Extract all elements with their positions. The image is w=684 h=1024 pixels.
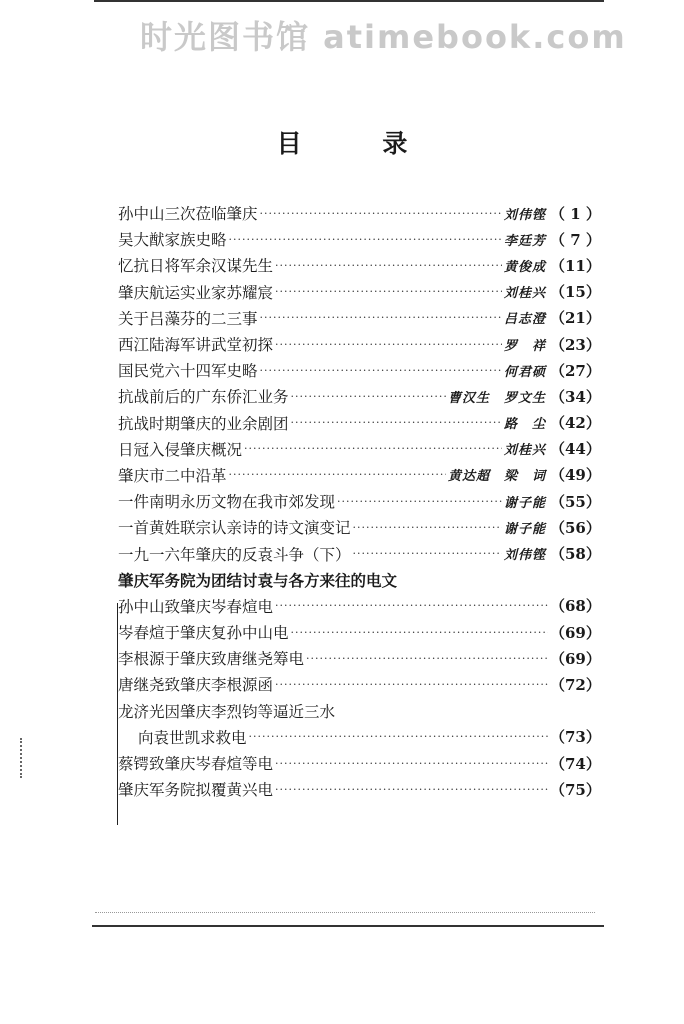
toc-entry-page: （56） [550,518,601,537]
toc-entry-title: 关于吕藻芬的二三事 [118,309,258,328]
toc-entry-title: 唐继尧致肇庆李根源函 [118,676,274,695]
dot-leader [275,783,548,796]
dot-leader [353,547,502,560]
toc-entry-page: （49） [550,466,601,485]
toc-entry[interactable] [118,540,601,566]
toc-entry-title: 西江陆海军讲武堂初探 [118,336,274,355]
margin-bar [117,603,118,825]
dot-leader [260,207,502,220]
toc-entry-page: （69） [550,649,601,668]
toc-entry-author: 曹汉生 罗文生 [447,390,546,406]
toc-entry-title: 一件南明永历文物在我市郊发现 [118,493,336,512]
watermark: 时光图书馆 atimebook.com [140,18,627,56]
toc-entry[interactable] [118,410,601,436]
toc-entry-title-line1: 龙济光因肇庆李烈钧等逼近三水 [118,702,336,721]
toc-entry-title: 孙中山致肇庆岑春煊电 [118,597,274,616]
dot-leader [249,730,548,743]
dot-leader [291,416,502,429]
dot-leader [291,390,446,403]
toc-entry-page: （75） [550,780,601,799]
toc-entry[interactable] [118,593,601,619]
toc-entry[interactable] [118,305,601,331]
toc-entry[interactable] [118,383,601,409]
toc-entry-title: 岑春煊于肇庆复孙中山电 [118,624,289,643]
toc-entry-title: 一九一六年肇庆的反袁斗争（下） [118,545,351,564]
toc-entry-page: （21） [550,309,601,328]
toc-entry-title: 忆抗日将军余汉谋先生 [118,257,274,276]
toc-entry-title: 李根源于肇庆致唐继尧筹电 [118,650,305,669]
toc-entry-page: （44） [550,440,601,459]
dot-leader [275,678,548,691]
bottom-rule-faint [95,912,595,913]
toc-entry-title: 国民党六十四军史略 [118,362,258,381]
toc-entry-title: 肇庆市二中沿革 [118,466,227,485]
toc-entry-page: （ 7 ） [550,230,601,249]
toc-entry-title: 肇庆航运实业家苏耀宸 [118,283,274,302]
toc-entry-page: （27） [550,361,601,380]
section-heading: 肇庆军务院为团结讨袁与各方来往的电文 [118,570,398,590]
toc-entry-title: 孙中山三次莅临肇庆 [118,205,258,224]
toc-entry-page: （58） [550,545,601,564]
toc-entry[interactable] [118,671,601,697]
toc-entry-page: （55） [550,492,601,511]
toc-entry-author: 谢子能 [503,521,546,537]
toc-entry-title: 日冠入侵肇庆概况 [118,440,243,459]
toc-entry-title: 抗战时期肇庆的业余剧团 [118,414,289,433]
toc-entry-author: 刘伟铿 [503,207,546,223]
toc-entry[interactable] [118,357,601,383]
toc-entry-author: 谢子能 [503,495,546,511]
toc-entry-page: （73） [550,728,601,747]
toc-entry[interactable] [118,750,601,776]
dot-leader [275,338,502,351]
toc-entry-page: （68） [550,597,601,616]
toc-entry-title: 蔡锷致肇庆岑春煊等电 [118,755,274,774]
toc-entry-page: （34） [550,387,601,406]
toc-entry[interactable] [118,226,601,252]
dot-leader [244,442,502,455]
edge-marks [20,738,32,778]
toc-entry-page: （69） [550,623,601,642]
toc-entry-multiline[interactable] [118,698,596,724]
toc-entry-title: 肇庆军务院拟覆黄兴电 [118,781,274,800]
toc-entry-author: 吕志澄 [503,312,546,328]
dot-leader [260,364,502,377]
toc-entry[interactable] [118,436,601,462]
toc-entry-page: （42） [550,414,601,433]
dot-leader [229,233,502,246]
toc-entry-title: 抗战前后的广东侨汇业务 [118,388,289,407]
toc-entry-author: 李廷芳 [503,233,546,249]
toc-entry[interactable] [118,279,601,305]
dot-leader [275,757,548,770]
toc-entry[interactable] [118,200,601,226]
toc-entry-page: （74） [550,754,601,773]
page-title: 目 录 [276,129,444,158]
toc-entry-author: 刘伟铿 [503,548,546,564]
toc-entry-title-line2: 向袁世凯求救电 [138,728,247,747]
toc-entry[interactable] [118,252,601,278]
toc-entry-author: 路 尘 [503,417,546,433]
toc-entry-title: 吴大猷家族史略 [118,231,227,250]
toc-entry-page: （72） [550,675,601,694]
toc-entry-page: （ 1 ） [550,204,601,223]
toc-entry-page: （15） [550,283,601,302]
dot-leader [275,599,548,612]
toc-entry[interactable] [118,776,601,802]
toc-entry[interactable] [118,488,601,514]
toc-entry-author: 何君硕 [503,364,546,380]
toc-entry[interactable] [118,462,601,488]
dot-leader [337,495,502,508]
top-rule [94,0,604,2]
dot-leader [353,521,502,534]
toc-entry[interactable] [118,514,601,540]
toc-entry-title: 一首黄姓联宗认亲诗的诗文演变记 [118,519,351,538]
dot-leader [291,626,548,639]
dot-leader [275,259,502,272]
toc-entry[interactable] [118,331,601,357]
toc-entry-author: 黄达超 梁 词 [447,469,546,485]
toc-entry-continuation[interactable] [118,724,601,750]
dot-leader [229,468,446,481]
toc-entry-author: 刘桂兴 [503,286,546,302]
dot-leader [306,652,548,665]
toc-entry-author: 黄俊成 [503,259,546,275]
toc-entry-author: 刘桂兴 [503,443,546,459]
toc-entry-page: （11） [550,256,601,275]
toc-entry[interactable] [118,619,601,645]
table-of-contents [118,200,601,802]
bottom-rule [92,925,604,927]
dot-leader [275,285,502,298]
dot-leader [260,311,502,324]
toc-entry-author: 罗 祥 [503,338,546,354]
toc-entry[interactable] [118,645,601,671]
toc-entry-page: （23） [550,335,601,354]
